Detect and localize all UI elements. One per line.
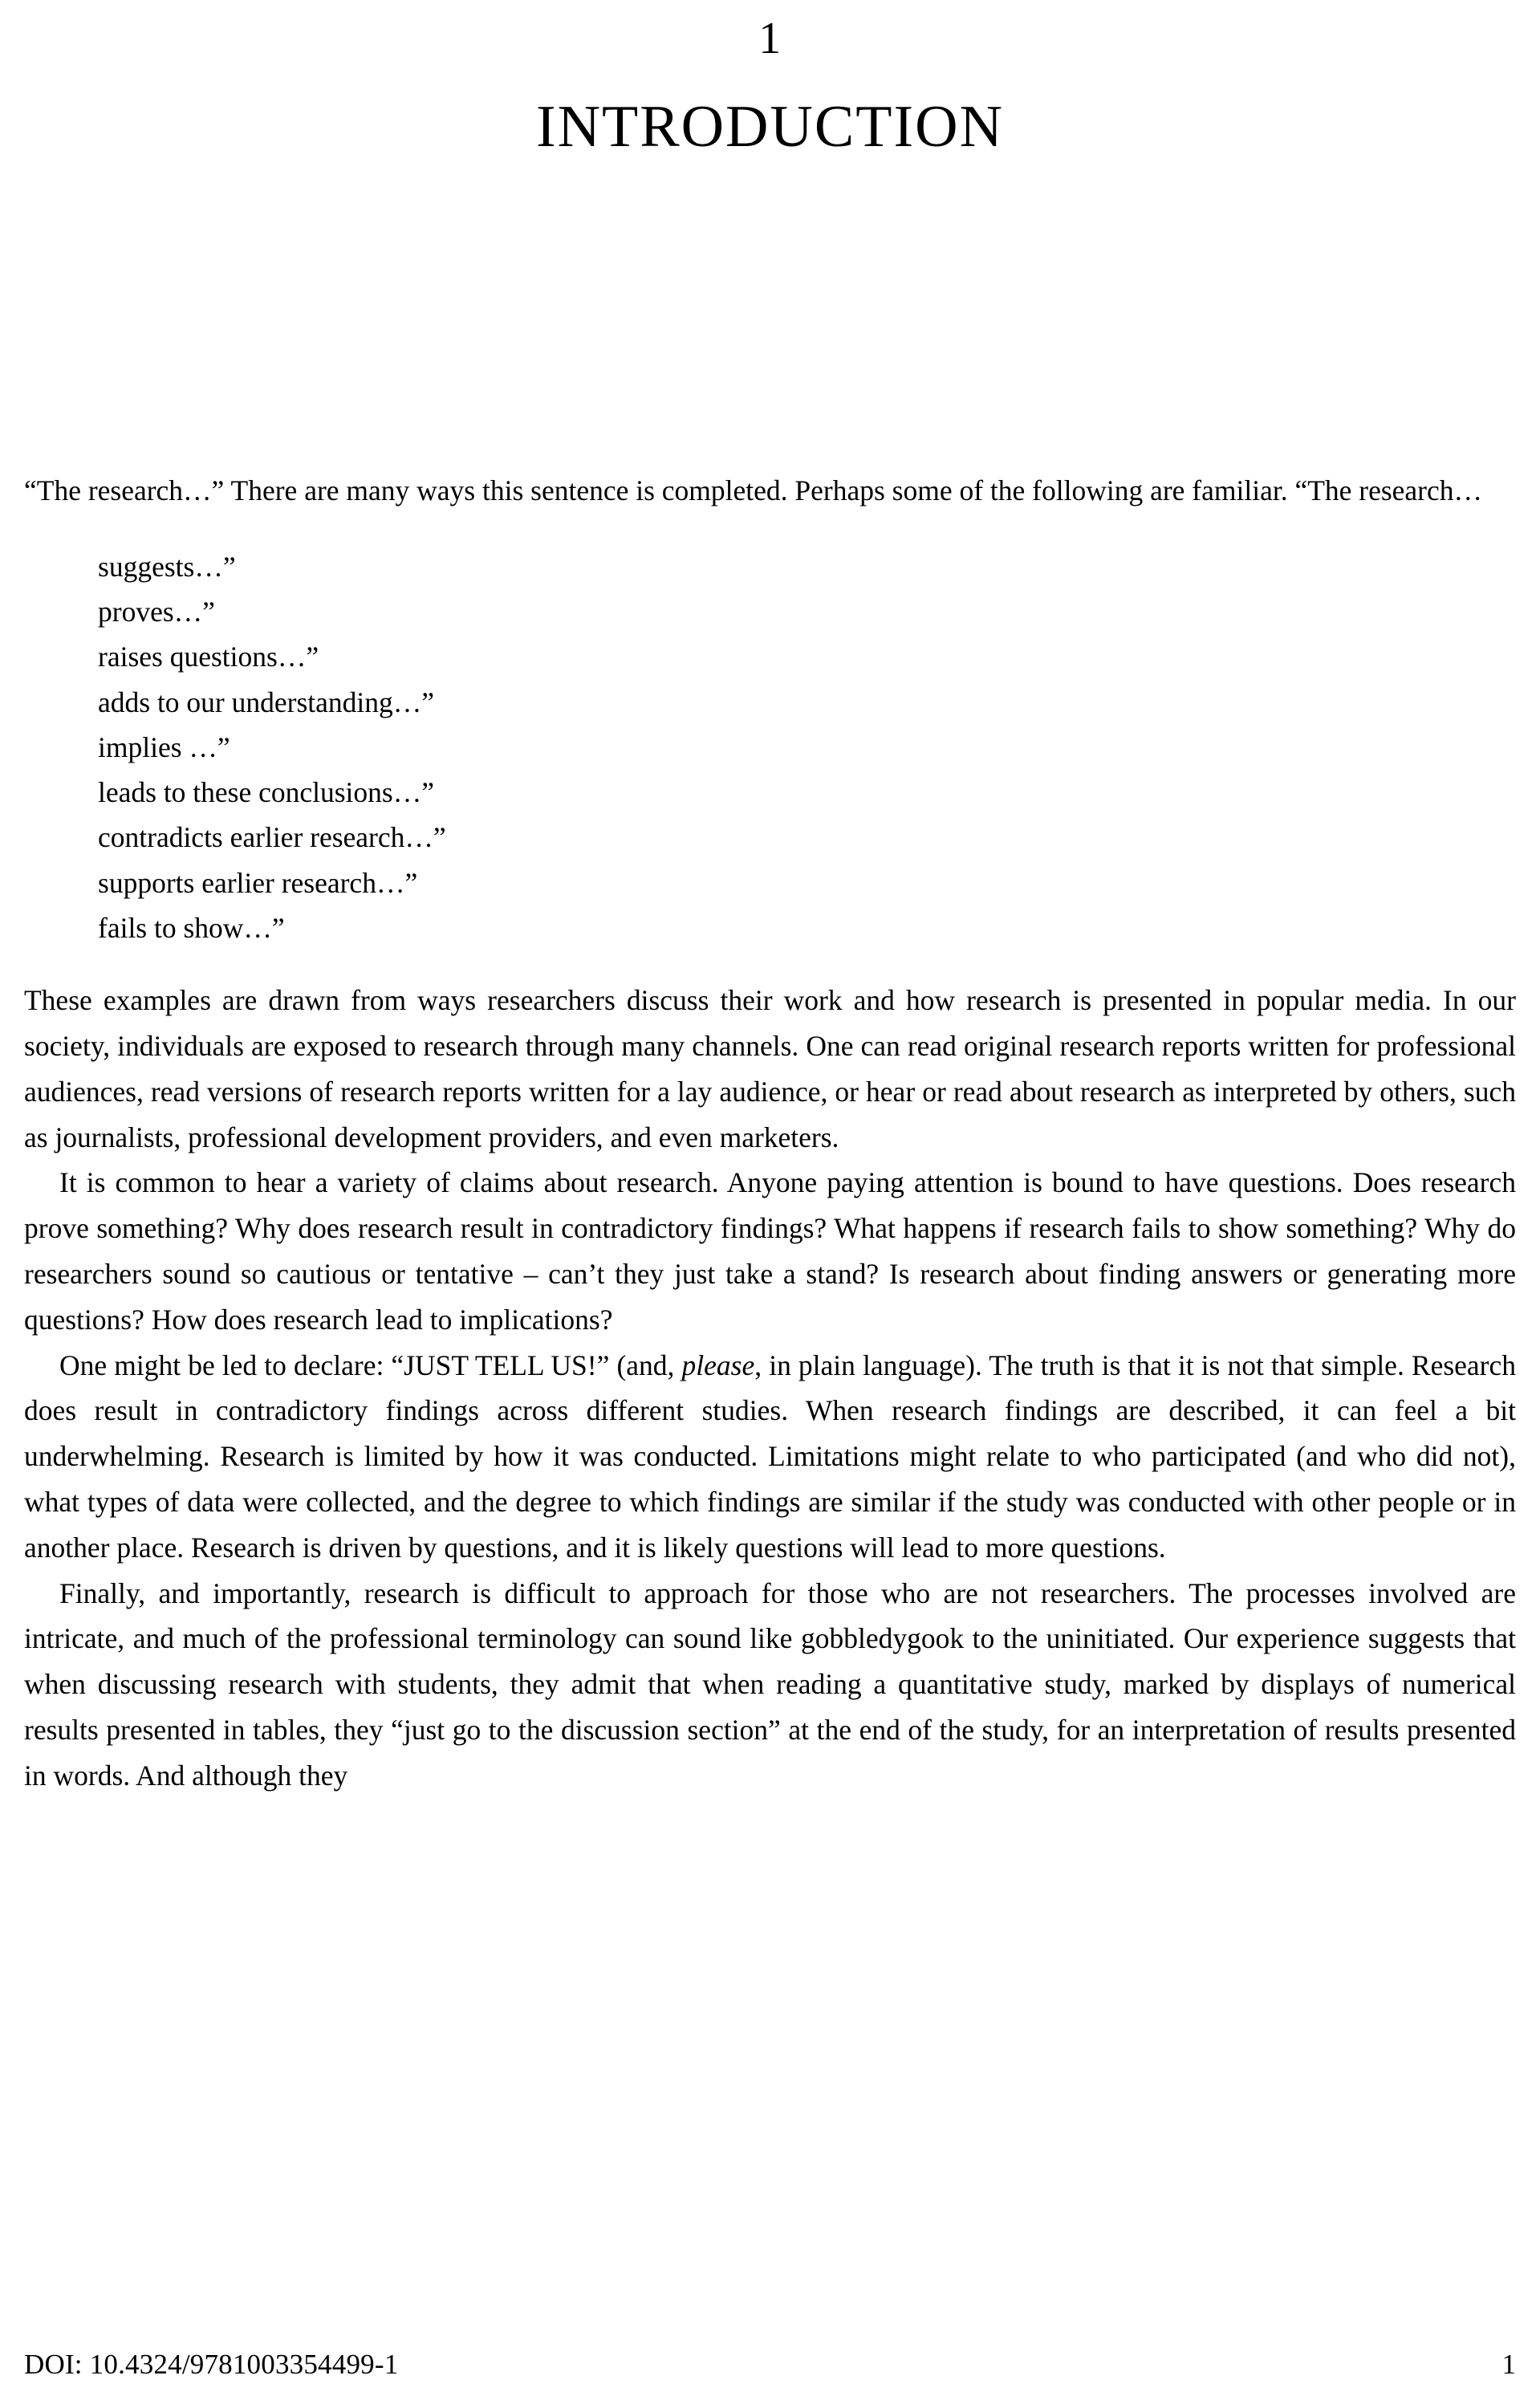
- body-paragraph-4: Finally, and importantly, research is difficult to approach for those who are not researchers. The processes involved are intricate, and much of the professional terminology can sound like gobbledygook to the uninitiated. Our experience suggests that when discussing research with students, they admit that when reading a quantitative study, marked by displays of numerical results presented in tables, they “just go to the discussion section” at the end of the study, for an interpretation of results presented in words. And although they: [24, 1576, 1516, 1792]
- list-item: proves…”: [98, 596, 215, 628]
- list-item: suggests…”: [98, 550, 236, 583]
- list-item: supports earlier research…”: [98, 866, 418, 899]
- emphasis-word: please: [681, 1348, 755, 1381]
- page-footer: [24, 2349, 1516, 2381]
- list-item: implies …”: [98, 730, 230, 763]
- research-phrase-list: [24, 544, 1516, 950]
- paragraph-text-after: , in plain language). The truth is that it is not that simple. Research does result in contradictory findings across different studies. When research findings are described, it can feel a bit underwhelming. Research is limited by how it was conducted. Limitations might relate to who participated (and who did not), what types of data were collected, and the degree to which findings are similar if the study was conducted with other people or in another place. Research is driven by questions, and it is likely questions will lead to more questions.: [24, 1348, 1517, 1564]
- list-item: fails to show…”: [98, 911, 285, 944]
- page-title: INTRODUCTION: [535, 93, 1005, 160]
- list-item: adds to our understanding…”: [98, 685, 435, 718]
- body-paragraph-2: It is common to hear a variety of claims about research. Anyone paying attention is bound to have questions. Does research prove something? Why does research result in contradictory findings? What happens if research fails to show something? Why do researchers sound so cautious or tentative – can’t they just take a stand? Is research about finding answers or generating more questions? How does research lead to implications?: [24, 1166, 1516, 1336]
- body-paragraph-3: [24, 1343, 1516, 1571]
- body-paragraph-1: These examples are drawn from ways researchers discuss their work and how research is presented in popular media. In our society, individuals are exposed to research through many channels. One can read original research reports written for professional audiences, read versions of research reports written for a lay audience, or hear or read about research as interpreted by others, such as journalists, professional development providers, and even marketers.: [24, 984, 1516, 1153]
- intro-paragraph: “The research…” There are many ways this sentence is completed. Perhaps some of the following are familiar. “The research…: [24, 474, 1483, 506]
- paragraph-text-before: One might be led to declare: “JUST TELL US!” (and,: [59, 1348, 682, 1381]
- list-item: contradicts earlier research…”: [98, 821, 446, 854]
- page-content: [16, 0, 1524, 1799]
- list-item: leads to these conclusions…”: [98, 776, 434, 809]
- doi-text: DOI: 10.4324/9781003354499-1: [24, 2349, 399, 2380]
- chapter-number: 1: [758, 14, 782, 63]
- page-number: 1: [1501, 2349, 1516, 2380]
- list-item: raises questions…”: [98, 641, 319, 673]
- body-text: [24, 468, 1516, 1799]
